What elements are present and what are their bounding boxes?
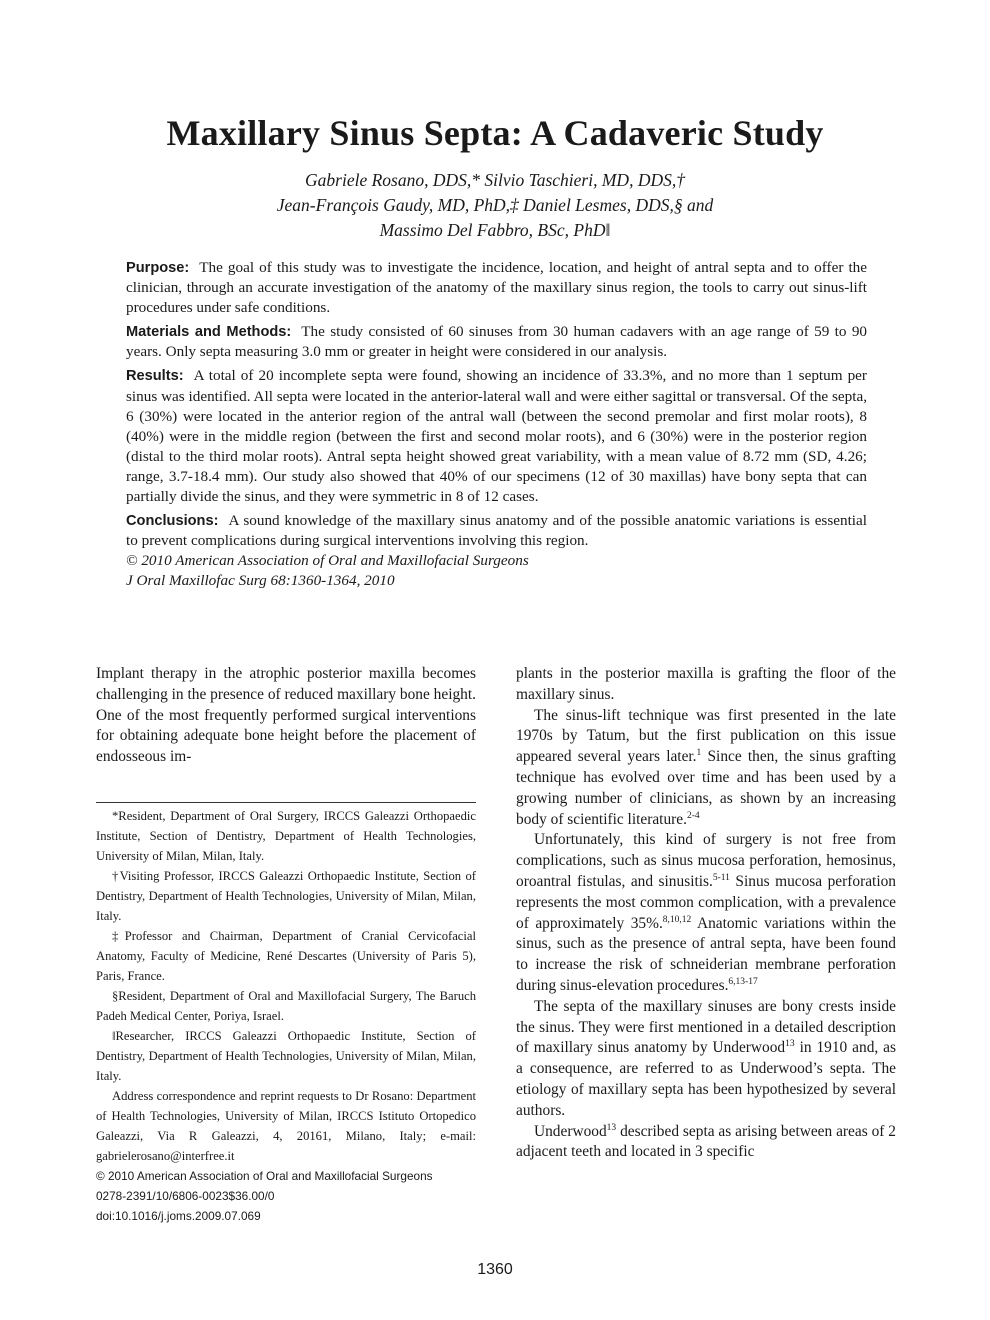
body-text: in 1910 and, as a consequence, are referred to as Underwood’s septa. The etiology of maxillary septa has been hypothesized by several authors. [516,1039,896,1119]
right-column [516,664,896,1163]
footnote-divider [96,802,476,803]
reference-superscript[interactable]: 8,10,12 [662,914,692,925]
body-text: Unfortunately, this kind of surgery is not free from complications, such as sinus mucosa perforation, hemosinus, oroantral fistulas, and sinusitis. [516,831,896,890]
body-paragraph: plants in the posterior maxilla is grafting the floor of the maxillary sinus. [516,665,896,703]
body-text: Anatomic variations within the sinus, such as the presence of antral septa, have been found to increase the risk of schneiderian membrane perforation during sinus-elevation procedures. [516,914,896,994]
footnote-affiliation: †Visiting Professor, IRCCS Galeazzi Orthopaedic Institute, Section of Dentistry, Department of Health Technologies, University of Milan, Milan, Italy. [96,869,476,923]
abstract [126,258,867,592]
footnote-affiliation: §Resident, Department of Oral and Maxillofacial Surgery, The Baruch Padeh Medical Center, Poriya, Israel. [96,989,476,1023]
left-column [96,664,476,768]
reference-superscript[interactable]: 5-11 [712,872,730,883]
reference-superscript[interactable]: 13 [785,1039,795,1050]
abstract-methods [126,322,867,362]
body-text: Since then, the sinus grafting technique has evolved over time and has been used by a growing number of clinicians, as shown by an increasing body of scientific literature. [516,748,896,828]
footnotes [96,806,476,1226]
abstract-results [126,366,867,507]
abstract-purpose [126,258,867,318]
article-title: Maxillary Sinus Septa: A Cadaveric Study [166,113,824,153]
purpose-text: The goal of this study was to investigate the incidence, location, and height of antral septa and to offer the clinician, through an accurate investigation of the anatomy of the maxillary sinus region, the tools to carry out sinus-lift procedures under safe conditions. [126,259,867,317]
body-paragraph [516,997,896,1122]
body-text: The septa of the maxillary sinuses are bony crests inside the sinus. They were first mentioned in a detailed description of maxillary sinus anatomy by Underwood [516,997,896,1057]
correspondence-email-link[interactable]: gabrielerosano@interfree.it [96,1149,235,1163]
results-text: A total of 20 incomplete septa were found, showing an incidence of 33.3%, and no more than 1 septum per sinus was identified. All septa were located in the anterior-lateral wall and were either sagittal or transversal. Of the septa, 6 (30%) were located in the anterior region of the antral wall (between the second premolar and first molar roots), 8 (40%) were in the middle region (between the first and second molar roots), and 6 (30%) were in the posterior region (distal to the third molar roots). Antral septa height showed great variability, with a mean value of 8.72 mm (SD, 4.26; range, 3.7-18.4 mm). Our study also showed that 40% of our specimens (12 of 30 maxillas) have bony septa that can partially divide the sinus, and they were symmetric in 8 of 12 cases. [126,367,867,506]
body-text: Sinus mucosa perforation represents the most common complication, with a prevalence of approximately 35%. [516,872,896,932]
conclusions-text: A sound knowledge of the maxillary sinus anatomy and of the possible anatomic variations is essential to prevent complications during surgical interventions involving this region. [126,512,867,550]
page-number: 1360 [477,1261,513,1278]
body-text: described septa as arising between areas of 2 adjacent teeth and located in 3 specific [516,1122,896,1161]
reference-superscript[interactable]: 6,13-17 [728,976,758,987]
body-paragraph [516,1122,896,1164]
reference-superscript[interactable]: 1 [696,748,702,759]
footnote-issn: 0278-2391/10/6806-0023$36.00/0 [96,1189,275,1203]
author-line: Massimo Del Fabbro, BSc, PhD‖ [379,220,611,240]
body-paragraph [516,830,896,996]
journal-citation: J Oral Maxillofac Surg 68:1360-1364, 2010 [126,572,395,590]
results-label: Results: [126,368,184,385]
methods-label: Materials and Methods: [126,324,292,341]
body-text: Underwood [534,1122,607,1140]
body-paragraph [516,706,896,831]
footnote-copyright: © 2010 American Association of Oral and Maxillofacial Surgeons [96,1169,433,1183]
intro-paragraph: Implant therapy in the atrophic posterior maxilla becomes challenging in the presence of reduced maxillary bone height. One of the most frequently performed surgical interventions for obtaining adequate bone height before the placement of endosseous im- [96,665,476,766]
footnote-affiliation: ‡Professor and Chairman, Department of Cranial Cervicofacial Anatomy, Faculty of Medicine, René Descartes (University of Paris 5), Paris, France. [96,929,476,983]
conclusions-label: Conclusions: [126,513,219,530]
methods-text: The study consisted of 60 sinuses from 30 human cadavers with an age range of 59 to 90 years. Only septa measuring 3.0 mm or greater in height were considered in our analysis. [126,323,868,361]
abstract-copyright: © 2010 American Association of Oral and Maxillofacial Surgeons [126,552,529,570]
reference-superscript[interactable]: 2-4 [686,810,700,821]
reference-superscript[interactable]: 13 [606,1122,617,1133]
author-list [0,168,990,243]
author-line: Jean-François Gaudy, MD, PhD,‡ Daniel Lesmes, DDS,§ and [276,195,714,215]
footnote-affiliation: *Resident, Department of Oral Surgery, IRCCS Galeazzi Orthopaedic Institute, Section of Dentistry, Department of Health Technologies, University of Milan, Milan, Italy. [96,809,476,863]
purpose-label: Purpose: [126,260,190,276]
footnote-affiliation: ‖Researcher, IRCCS Galeazzi Orthopaedic Institute, Section of Dentistry, Department of Health Technologies, University of Milan, Milan, Italy. [96,1029,476,1083]
footnote-correspondence [96,1086,476,1166]
body-text: The sinus-lift technique was first presented in the late 1970s by Tatum, but the first publication on this issue appeared several years later. [516,706,896,766]
abstract-conclusions [126,511,867,551]
footnote-doi: doi:10.1016/j.joms.2009.07.069 [96,1209,261,1223]
author-line: Gabriele Rosano, DDS,* Silvio Taschieri, MD, DDS,† [305,170,685,190]
correspondence-text: Address correspondence and reprint requests to Dr Rosano: Department of Health Technologies, University of Milan, IRCCS Istituto Ortopedico Galeazzi, Via R Galeazzi, 4, 20161, Milano, Italy; e-mail: [96,1089,476,1143]
